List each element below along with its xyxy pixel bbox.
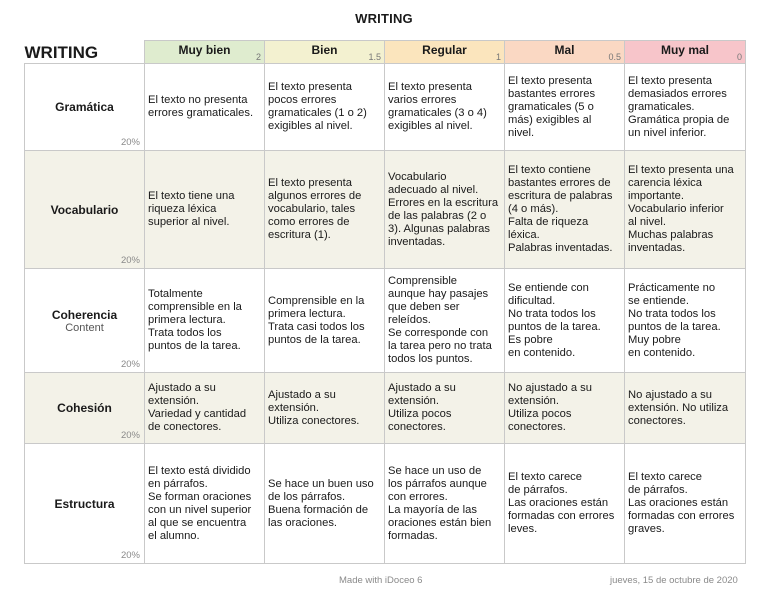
descriptor-cell: El texto presenta bastantes errores gramaticales (5 o más) exigibles al nivel.	[505, 64, 625, 151]
descriptor-cell: El texto contiene bastantes errores de escritura de palabras (4 o más). Falta de riqueza léxica. Palabras inventadas.	[505, 151, 625, 269]
descriptor-cell: Vocabulario adecuado al nivel. Errores en la escritura de las palabras (2 o 3). Algunas palabras inventadas.	[385, 151, 505, 269]
descriptor-cell: El texto presenta varios errores gramaticales (3 o 4) exigibles al nivel.	[385, 64, 505, 151]
descriptor-cell: El texto carece de párrafos. Las oraciones están formadas con errores leves.	[505, 444, 625, 564]
criterion-name: Gramática	[55, 100, 114, 114]
criterion-label	[25, 373, 145, 444]
level-score: 1.5	[368, 52, 381, 62]
descriptor-cell: No ajustado a su extensión. Utiliza pocos conectores.	[505, 373, 625, 444]
descriptor-cell: El texto presenta una carencia léxica importante. Vocabulario inferior al nivel. Muchas palabras inventadas.	[625, 151, 746, 269]
criterion-label	[25, 269, 145, 373]
descriptor-cell: Prácticamente no se entiende. No trata todos los puntos de la tarea. Muy pobre en contenido.	[625, 269, 746, 373]
criterion-label	[25, 64, 145, 151]
criterion-name: Estructura	[54, 496, 115, 511]
criterion-weight: 20%	[120, 359, 140, 370]
criterion-name: Cohesión	[57, 401, 112, 415]
criterion-weight: 20%	[120, 137, 140, 148]
level-header-muy-mal	[625, 41, 746, 64]
level-score: 1	[495, 52, 501, 62]
criterion-row-vocabulario	[25, 151, 746, 269]
rubric-table	[24, 40, 746, 564]
level-name: Muy bien	[178, 43, 231, 57]
level-name: Muy mal	[660, 43, 709, 57]
criterion-row-gramatica	[25, 64, 746, 151]
made-with-footer: Made with iDoceo 6	[339, 575, 423, 586]
criterion-name: Vocabulario	[50, 202, 119, 217]
descriptor-cell: Ajustado a su extensión. Variedad y cantidad de conectores.	[145, 373, 265, 444]
level-score: 0	[736, 52, 742, 62]
document-title: WRITING	[355, 11, 413, 26]
level-name: Regular	[422, 43, 467, 57]
level-score: 0.5	[608, 52, 621, 62]
criterion-row-cohesion	[25, 373, 746, 444]
criterion-weight: 20%	[120, 255, 140, 266]
criterion-label	[25, 444, 145, 564]
descriptor-cell: El texto presenta pocos errores gramaticales (1 o 2) exigibles al nivel.	[265, 64, 385, 151]
level-header-mal	[505, 41, 625, 64]
descriptor-cell: El texto no presenta errores gramaticales.	[145, 64, 265, 151]
descriptor-cell: Se hace un buen uso de los párrafos. Buena formación de las oraciones.	[265, 444, 385, 564]
descriptor-cell: No ajustado a su extensión. No utiliza conectores.	[625, 373, 746, 444]
rubric-title: WRITING	[24, 42, 99, 62]
descriptor-cell: El texto presenta algunos errores de vocabulario, tales como errores de escritura (1).	[265, 151, 385, 269]
level-name: Bien	[311, 43, 338, 57]
criterion-row-estructura	[25, 444, 746, 564]
criterion-name: Coherencia	[51, 307, 118, 322]
descriptor-cell: Se hace un uso de los párrafos aunque con errores. La mayoría de las oraciones están bien formadas.	[385, 444, 505, 564]
level-header-regular	[385, 41, 505, 64]
descriptor-cell: Se entiende con dificultad. No trata todos los puntos de la tarea. Es pobre en contenido.	[505, 269, 625, 373]
descriptor-cell: Comprensible aunque hay pasajes que deben ser releídos. Se corresponde con la tarea pero no trata todos los puntos.	[385, 269, 505, 373]
criterion-label	[25, 151, 145, 269]
date-footer: jueves, 15 de octubre de 2020	[610, 575, 738, 586]
level-score: 2	[255, 52, 261, 62]
level-header-bien	[265, 41, 385, 64]
level-name: Mal	[554, 43, 575, 57]
criterion-weight: 20%	[120, 430, 140, 441]
level-header-muy-bien	[145, 41, 265, 64]
descriptor-cell: El texto tiene una riqueza léxica superior al nivel.	[145, 151, 265, 269]
descriptor-cell: Ajustado a su extensión. Utiliza conectores.	[265, 373, 385, 444]
criterion-row-coherencia	[25, 269, 746, 373]
criterion-subtitle: Content	[65, 321, 104, 334]
descriptor-cell: El texto carece de párrafos. Las oraciones están formadas con errores graves.	[625, 444, 746, 564]
criterion-weight: 20%	[120, 550, 140, 561]
rubric-title-cell	[25, 41, 145, 64]
levels-header-row	[25, 41, 746, 64]
descriptor-cell: Comprensible en la primera lectura. Trata casi todos los puntos de la tarea.	[265, 269, 385, 373]
descriptor-cell: El texto presenta demasiados errores gramaticales. Gramática propia de un nivel inferior.	[625, 64, 746, 151]
descriptor-cell: Totalmente comprensible en la primera lectura. Trata todos los puntos de la tarea.	[145, 269, 265, 373]
descriptor-cell: El texto está dividido en párrafos. Se forman oraciones con un nivel superior al que se encuentra el alumno.	[145, 444, 265, 564]
descriptor-cell: Ajustado a su extensión. Utiliza pocos conectores.	[385, 373, 505, 444]
